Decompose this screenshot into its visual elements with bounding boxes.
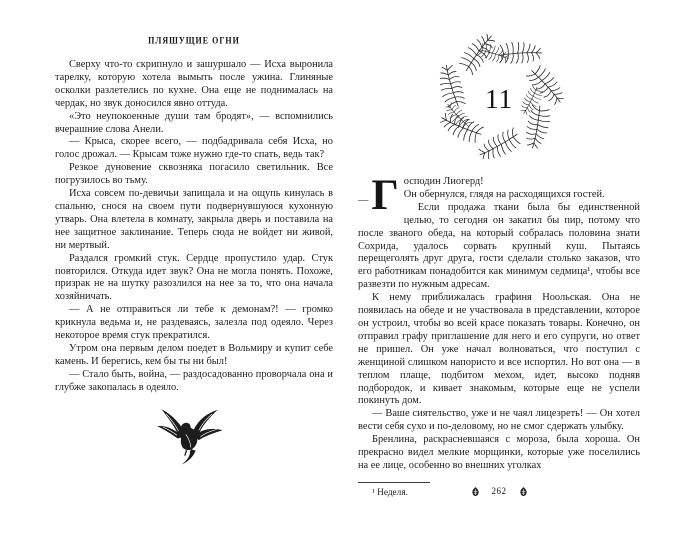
paragraph: Раздался громкий стук. Сердце пропустило удар. Стук повторился. Откуда идет звук? Она не могла понять. Похоже, призрак не на шутку разозлился на нее за то, что она начала хозяйничать. xyxy=(55,252,333,303)
footnote-rule xyxy=(358,482,430,483)
paragraph: «Это неупокоенные души там бродят», — вспомнились вчерашние слова Анели. xyxy=(55,110,333,135)
paragraph: К нему приближалась графиня Ноольская. Она не появилась на обеде и не участвовала в представлении, которое он устроил, чтобы во всей красе показать товары. Конечно, он отправил графу приглашение для него и его супруги, но ответ не пришел. Он уже начал волноваться, что поступил с женщиной слишком напористо и все испортил. Но вот она — в теплом плаще, подбитом мехом, идет, высоко подняв подбородок, и кивает знакомым, которые еще не успели покинуть дом. xyxy=(358,292,640,407)
bird-illustration xyxy=(55,405,333,472)
paragraph: — Крыса, скорее всего, — подбадривала себя Исха, но голос дрожал. — Крысам тоже нужно где-то спать, ведь так? xyxy=(55,136,333,161)
paragraph: Бренлина, раскрасневшаяся с мороза, была хороша. Он прекрасно видел мелкие морщинки, которые уже поселились на ее лице, особенно во внешних уголках xyxy=(358,434,640,471)
chapter-number: 11 xyxy=(484,83,514,114)
running-head: ПЛЯШУЩИЕ ОГНИ xyxy=(148,35,240,46)
opening-text: осподин Лиогерд! xyxy=(403,176,484,187)
page-footer xyxy=(358,486,640,496)
left-page-text xyxy=(55,59,333,395)
dropcap-letter: Г xyxy=(371,172,399,219)
page-number: 262 xyxy=(491,486,507,496)
bird-engraving-icon xyxy=(152,405,236,467)
paragraph: Сверху что-то скрипнуло и зашуршало — Исха выронила тарелку, которую хотела вымыть после ужина. Глиняные осколки разлетелись по кухне. Она еще не поднималась на чердак, но звук доносился явно оттуда. xyxy=(55,59,333,109)
chapter-ornament xyxy=(358,28,640,166)
left-page xyxy=(55,0,333,544)
paragraph: Если продажа ткани была бы единственной целью, то сегодня он закатил бы пир, потому что после званого обеда, на который собралась половина знати Сохрида, удалось сорвать крупный куш. Пытаясь перещеголять друг друга, гости сделали столько заказов, что его работникам понадобится как минимум седмица¹, чтобы все развезти по нужным адресам. xyxy=(358,201,640,291)
paragraph: Утром она первым делом поедет в Вольмиру и купит себе камень. И берегись, кем бы ты ни был! xyxy=(55,342,333,367)
paragraph: Резкое дуновение сквозняка погасило светильник. Все погрузилось во тьму. xyxy=(55,162,333,187)
paragraph: — Стало быть, война, — раздосадованно проворчала она и глубже закопалась в одеяло. xyxy=(55,368,333,393)
right-page-text xyxy=(358,172,640,473)
paragraph: — Ваше сиятельство, уже и не чаял лицезреть! — Он хотел вести себя сухо и по-деловому, но не смог сдержать улыбку. xyxy=(358,408,640,433)
fleuron-left-icon xyxy=(472,487,479,496)
paragraph: Исха совсем по-девичьи запищала и на ощупь кинулась в спальню, снося на своем пути подвернувшуюся кухонную утварь. Она влетела в комнату, закрыла дверь и поставила на нее защитное заклинание. Теперь сюда не войдет ни живой, ни мертвый. xyxy=(55,188,333,251)
paragraph: Он обернулся, глядя на расходящихся гостей. xyxy=(403,188,605,200)
opening-dash: — xyxy=(358,195,369,206)
paragraph: — А не отправиться ли тебе к демонам?! — громко крикнула ведьма и, не раздеваясь, залезла под одеяло. Через некоторое время стук прекратился. xyxy=(55,304,333,342)
fleuron-right-icon xyxy=(520,487,527,496)
right-page xyxy=(358,0,640,544)
footnote-text: ¹ Неделя. xyxy=(372,487,408,498)
fern-wreath-icon xyxy=(401,28,597,166)
